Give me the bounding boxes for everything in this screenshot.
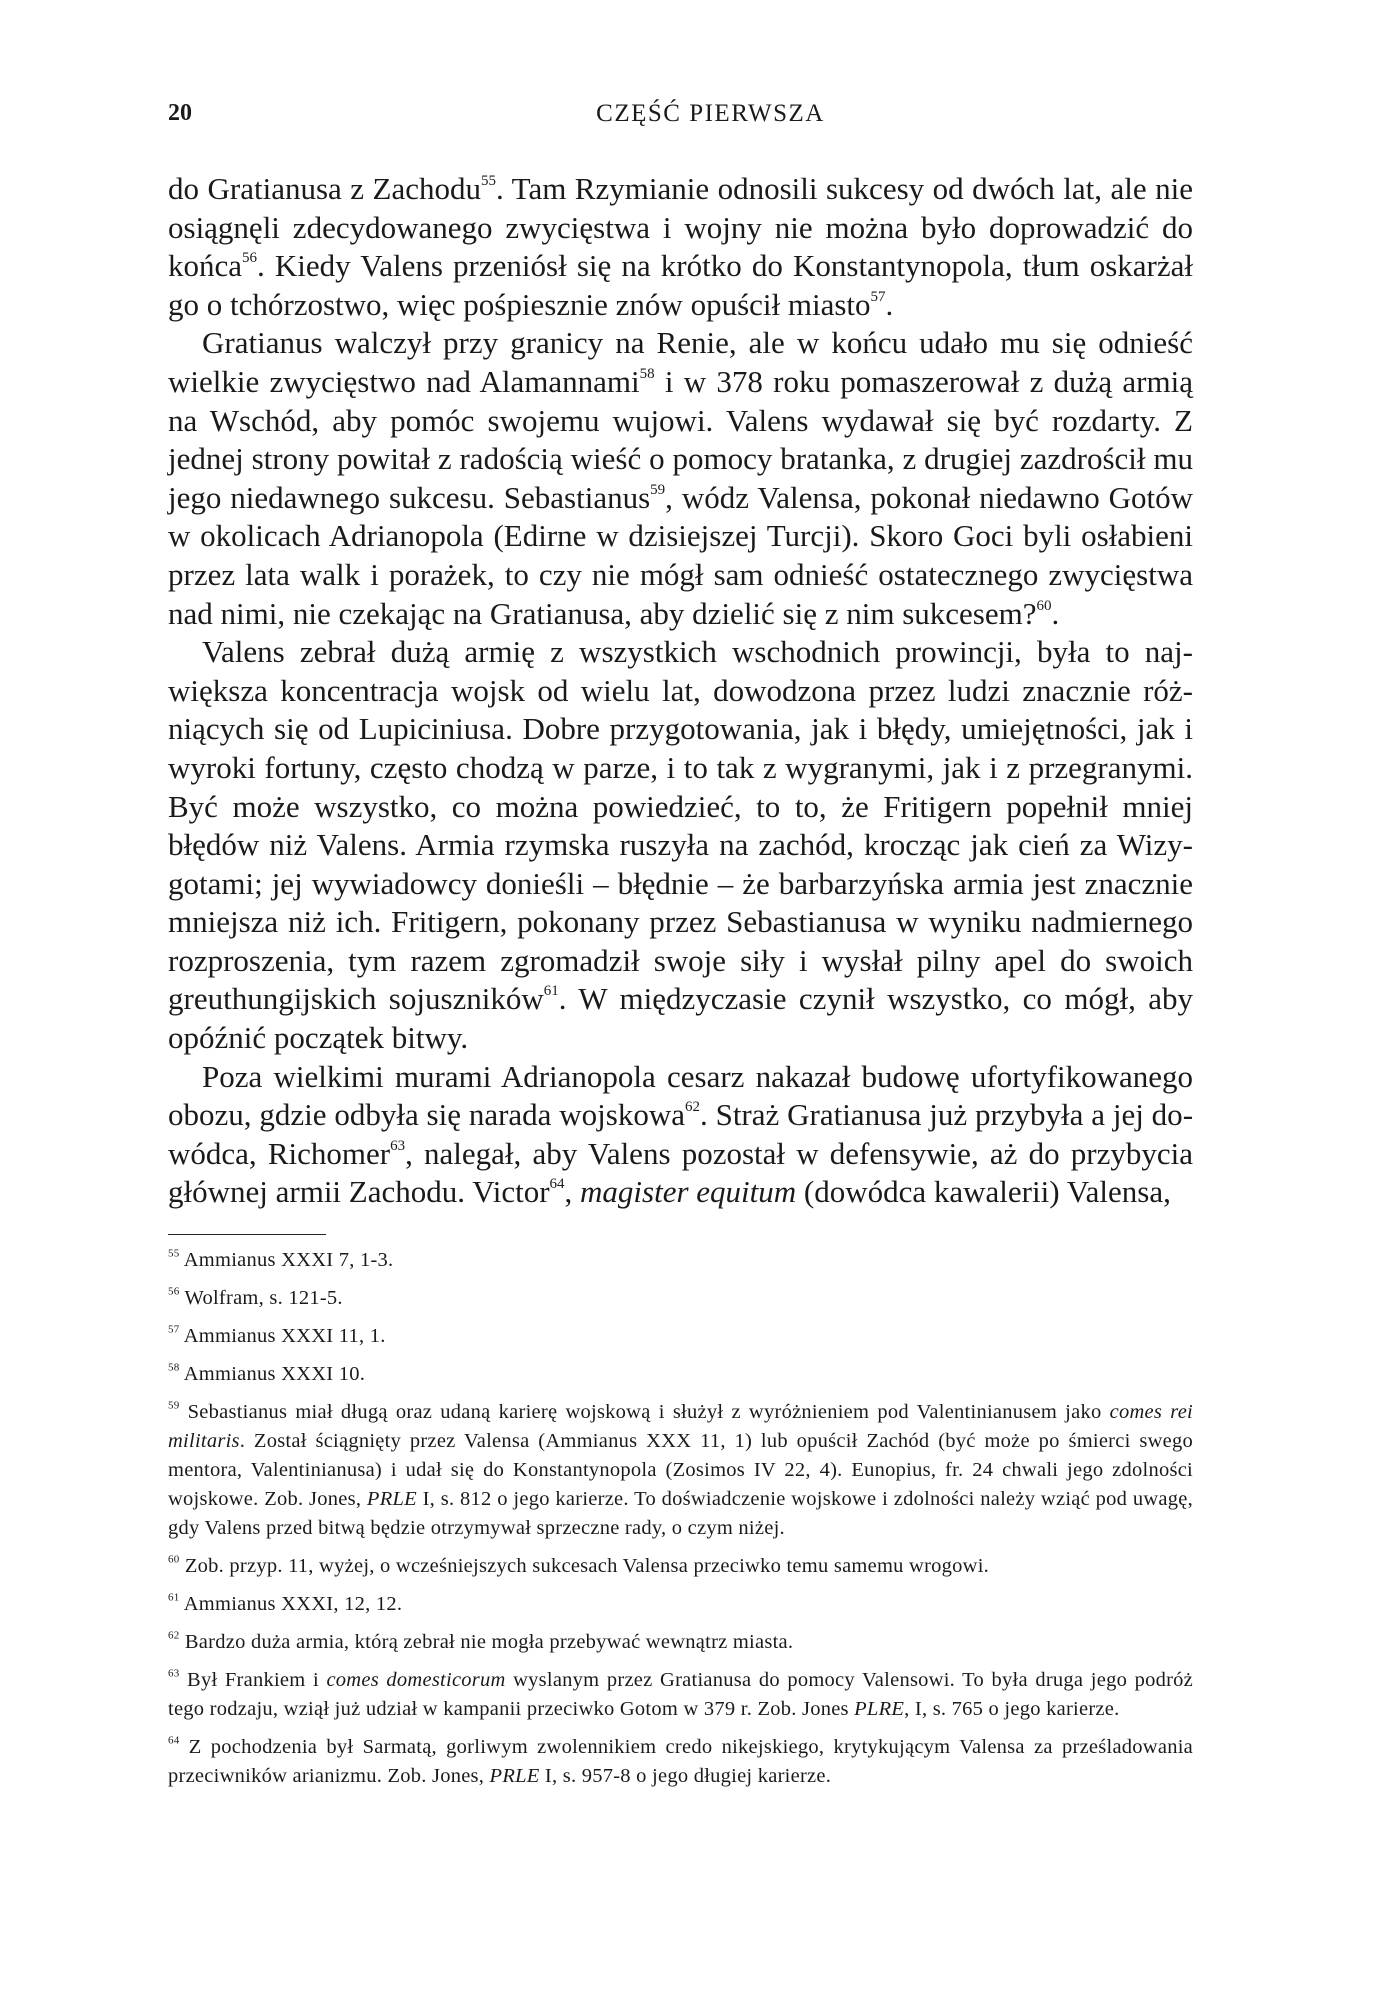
footnote-number: 59 bbox=[168, 1399, 180, 1412]
footnote-text: Ammianus XXXI 11, 1. bbox=[183, 1325, 386, 1347]
footnote bbox=[168, 1628, 1193, 1657]
footnote bbox=[168, 1733, 1193, 1791]
text-run: , nalegał, aby Valens pozostał w defensywie, aż do przybycia głównej armii Zachodu. Victor bbox=[168, 1135, 1193, 1210]
running-head: CZĘŚĆ PIERWSZA bbox=[596, 100, 825, 127]
footnote-text: Zob. przyp. 11, wyżej, o wcześniejszych sukcesach Valensa przeciwko temu samemu wrogowi. bbox=[184, 1555, 990, 1577]
footnote-text: wyslanym przez Gratianusa do pomocy Valensowi. To była druga jego podróż tego rodzaju, wziął już udział w kampanii przeciwko Gotom w 379 r. Zob. Jones bbox=[168, 1669, 1194, 1720]
footnote-text: Był Frankiem i bbox=[187, 1669, 327, 1691]
text-run: Valens zebrał dużą armię z wszystkich wschodnich prowincji, była to największa koncentracja wojsk od wielu lat, dowodzona przez ludzi znacznie różniących się od Lupiciniusa. Dobre przygotowania, jak i błędy, umiejętności, jak i wyroki fortuny, często chodzą w parze, i to tak z wygranymi, jak i z przegranymi. Być może wszystko, co można powiedzieć, to to, że Fritigern popełnił mniej błędów niż Valens. Armia rzymska ruszyła na zachód, krocząc jak cień za Wizygotami; jej wywiadowcy donieśli – błędnie – że barbarzyńska armia jest znacznie mniejsza niż ich. Fritigern, pokonany przez Sebastianusa w wyniku nadmiernego rozproszenia, tym razem zgromadził swoje siły i wysłał pilny apel do swoich greuthungijskich sojuszników bbox=[168, 634, 1193, 1017]
paragraph bbox=[168, 170, 1193, 324]
text-run: do Gratianusa z Zachodu bbox=[168, 171, 481, 206]
footnote-ref: 63 bbox=[390, 1137, 406, 1154]
footnote-number: 55 bbox=[168, 1247, 180, 1260]
text-run: . Tam Rzymianie odnosili sukcesy od dwóch lat, ale nie osiągnęli zdecydowanego zwycięstwa i wojny nie można było doprowadzić do końca bbox=[168, 171, 1193, 284]
main-text bbox=[168, 170, 1193, 1212]
italic-term: PLRE bbox=[854, 1698, 905, 1720]
footnote-separator bbox=[168, 1234, 326, 1235]
footnotes bbox=[168, 1246, 1193, 1800]
footnote-number: 60 bbox=[168, 1553, 180, 1566]
text-run: (dowódca kawalerii) Valensa, bbox=[796, 1174, 1171, 1210]
footnote-number: 63 bbox=[168, 1667, 180, 1680]
footnote-ref: 60 bbox=[1036, 597, 1052, 614]
footnote bbox=[168, 1398, 1193, 1543]
footnote bbox=[168, 1552, 1193, 1581]
text-run: . Straż Gratianusa już przybyła a jej dowódca, Richomer bbox=[168, 1097, 1194, 1171]
text-run: . W międzyczasie czynił wszystko, co mógł, aby opóźnić początek bitwy. bbox=[168, 981, 1193, 1056]
footnote-text: Ammianus XXXI, 12, 12. bbox=[183, 1593, 403, 1615]
footnote-text: Ammianus XXXI 10. bbox=[183, 1363, 366, 1385]
footnote bbox=[168, 1322, 1193, 1351]
footnote-ref: 61 bbox=[543, 983, 559, 1000]
footnote-text: . Został ściągnięty przez Valensa (Ammianus XXX 11, 1) lub opuścił Zachód (być może po śmierci swego mentora, Valentinianusa) i udał się do Konstantynopola (Zosimos IV 22, 4). Eunopius, fr. 24 chwali jego zdolności wojskowe. Zob. Jones, bbox=[168, 1430, 1193, 1510]
text-run: . Kiedy Valens przeniósł się na krótko do Konstantynopola, tłum oskarżał go o tchórzostwo, więc pośpiesznie znów opuścił miasto bbox=[168, 248, 1193, 322]
footnote-number: 58 bbox=[168, 1361, 180, 1374]
footnote-ref: 58 bbox=[639, 365, 655, 382]
italic-term: PRLE bbox=[366, 1488, 417, 1510]
footnote-text: Wolfram, s. 121-5. bbox=[184, 1287, 343, 1309]
footnote-text: Z pochodzenia był Sarmatą, gorliwym zwolennikiem credo nikejskiego, krytykującym Valensa za prześladowania przeciwników arianizmu. Zob. Jones, bbox=[168, 1736, 1193, 1787]
footnote-number: 57 bbox=[168, 1323, 180, 1336]
footnote-ref: 55 bbox=[480, 172, 496, 189]
footnote-text: Sebastianus miał długą oraz udaną karierę wojskową i służył z wyróżnieniem pod Valentinianusem jako bbox=[187, 1401, 1110, 1423]
text-run: . bbox=[885, 286, 894, 322]
italic-term: magister equitum bbox=[580, 1174, 797, 1210]
paragraph bbox=[168, 1058, 1193, 1212]
paragraph bbox=[168, 324, 1193, 633]
paragraph bbox=[168, 633, 1193, 1058]
text-run: Gratianus walczył przy granicy na Renie, ale w końcu udało mu się odnieść wielkie zwycięstwo nad Alamannami bbox=[168, 325, 1193, 399]
footnote-ref: 59 bbox=[650, 481, 666, 498]
footnote-ref: 56 bbox=[242, 249, 258, 266]
italic-term: comes domesticorum bbox=[326, 1669, 506, 1691]
page-header bbox=[168, 100, 1193, 140]
italic-term: comes rei militaris bbox=[168, 1401, 1194, 1452]
footnote-text: I, s. 957-8 o jego długiej karierze. bbox=[539, 1765, 832, 1787]
text-run: , wódz Valensa, pokonał niedawno Gotów w okolicach Adrianopola (Edirne w dzisiejszej Turcji). Skoro Goci byli osłabieni przez lata walk i porażek, to czy nie mógł sam odnieść ostatecznego zwycięstwa nad nimi, nie czekając na Gratianusa, aby dzielić się z nim sukcesem? bbox=[168, 479, 1193, 631]
footnote bbox=[168, 1666, 1193, 1724]
footnote bbox=[168, 1590, 1193, 1619]
footnote bbox=[168, 1360, 1193, 1389]
text-run: Poza wielkimi murami Adrianopola cesarz nakazał budowę ufortyfikowanego obozu, gdzie odbyła się narada wojskowa bbox=[168, 1058, 1193, 1133]
footnote-number: 64 bbox=[168, 1734, 180, 1747]
footnote-text: I, s. 812 o jego karierze. To doświadczenie wojskowe i zdolności należy wziąć pod uwagę, gdy Valens przed bitwą będzie otrzymywał sprzeczne rady, o czym niżej. bbox=[168, 1488, 1193, 1539]
footnote bbox=[168, 1284, 1193, 1313]
footnote-text: , I, s. 765 o jego karierze. bbox=[904, 1698, 1120, 1720]
text-run: i w 378 roku pomaszerował z dużą armią na Wschód, aby pomóc swojemu wujowi. Valens wydawał się być rozdarty. Z jednej strony powitał z radością wieść o pomocy bratanka, z drugiej zazdrościł mu jego niedawnego sukcesu. Sebastianus bbox=[168, 363, 1193, 515]
italic-term: PRLE bbox=[489, 1765, 540, 1787]
footnote-text: Bardzo duża armia, którą zebrał nie mogła przebywać wewnątrz miasta. bbox=[184, 1631, 794, 1653]
footnote-number: 61 bbox=[168, 1591, 180, 1604]
page-number: 20 bbox=[168, 100, 192, 126]
footnote-text: Ammianus XXXI 7, 1-3. bbox=[183, 1249, 394, 1271]
footnote-number: 62 bbox=[168, 1629, 180, 1642]
footnote-number: 56 bbox=[168, 1285, 180, 1298]
footnote bbox=[168, 1246, 1193, 1275]
footnote-ref: 62 bbox=[684, 1099, 700, 1115]
text-run: , bbox=[564, 1174, 581, 1210]
text-run: . bbox=[1051, 595, 1060, 631]
footnote-ref: 57 bbox=[870, 288, 886, 305]
footnote-ref: 64 bbox=[549, 1176, 565, 1193]
